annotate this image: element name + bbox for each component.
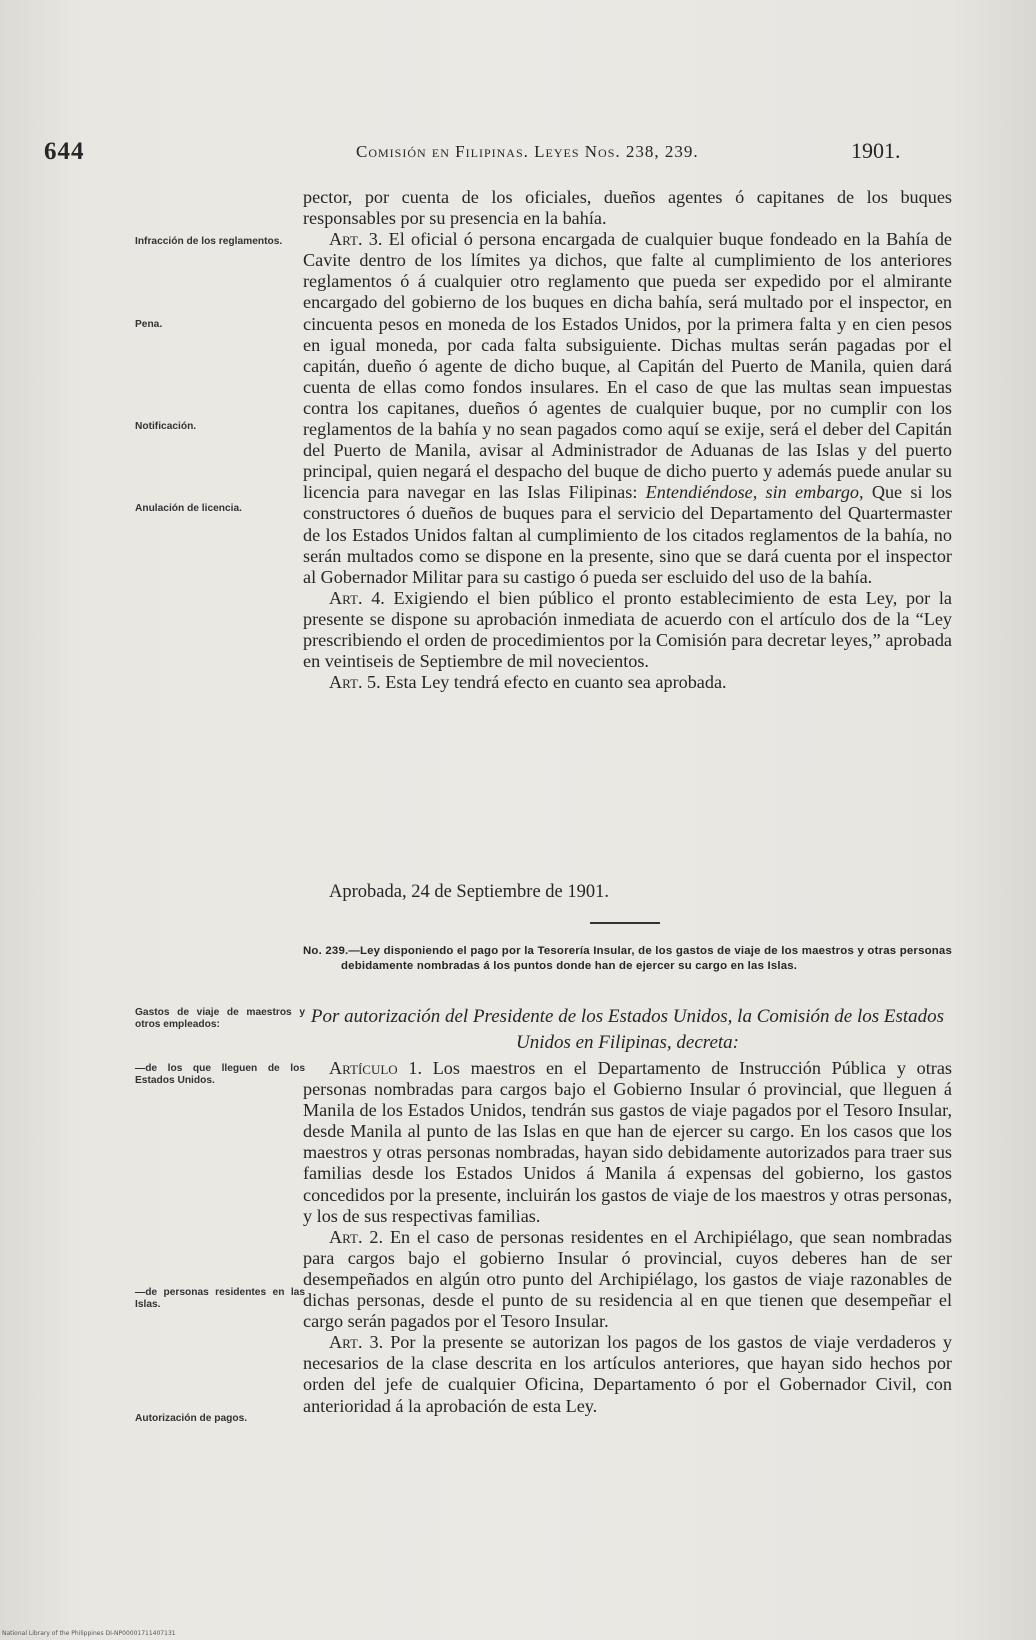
margin-note-residentes: —de personas residentes en las Islas. — [135, 1287, 305, 1310]
margin-note-autorizacion: Autorización de pagos. — [135, 1413, 248, 1424]
margin-note-infraccion: Infracción de los reglamentos. — [135, 236, 283, 247]
proviso-text: Entendiéndose, sin embargo, — [645, 482, 864, 503]
margin-note-estados-unidos: —de los que lleguen de los Estados Unidos. — [135, 1063, 305, 1086]
article-label: Art. 3. — [329, 1332, 384, 1353]
section-divider — [590, 922, 660, 924]
running-head: Comisión en Filipinas. Leyes Nos. 238, 239. — [356, 142, 699, 161]
page-header — [44, 138, 904, 168]
article-label: Art. 4. — [329, 587, 385, 608]
margin-note-pena: Pena. — [135, 319, 163, 330]
law-238-body — [303, 187, 952, 693]
paragraph-art-3 — [303, 1332, 952, 1416]
article-label: Art. 3. — [329, 229, 383, 250]
paragraph-continuation: pector, por cuenta de los oficiales, dueños agentes ó capitanes de los buques responsables por su presencia en la bahía. — [303, 187, 952, 229]
scan-footer: National Library of the Philippines DI-NP00001711407131 — [2, 1630, 176, 1637]
article-text: Que si los constructores ó dueños de buques para el servicio del Departamento del Quartermaster de los Estados Unidos faltan al cumplimiento de los citados reglamentos de la bahía, no serán multados como se dispone en la presente, sino que se dará cuenta por el inspector al Gobernador Militar para su castigo ó pueda ser escluido del uso de la bahía. — [303, 482, 953, 587]
page-number: 644 — [44, 138, 85, 165]
article-label: Art. 2. — [329, 1226, 384, 1247]
law-239-heading — [303, 944, 952, 974]
article-text: En el caso de personas residentes en el Archipiélago, que sean nombradas para cargos bajo el gobierno Insular ó provincial, cuyos deberes han de ser desempeñados en algún otro punto del Archipiélago, los gastos de viaje razonables de dichas personas, desde el punto de su residencia al en que tienen que desempeñar el cargo serán pagados por el Tesoro Insular. — [303, 1226, 952, 1332]
law-heading-text: No. 239.—Ley disponiendo el pago por la Tesorería Insular, de los gastos de viaje de los maestros y otras personas debidamente nombradas á los puntos donde han de ejercer su cargo en las Islas. — [303, 945, 952, 972]
article-text: El oficial ó persona encargada de cualquier buque fondeado en la Bahía de Cavite dentro de los límites ya dichos, que falte al cumplimiento de los anteriores reglamentos ó á cualquier otro reglamento que pueda ser expedido por el almirante encargado del gobierno de los buques en dicha bahía, será multado por el inspector, en cincuenta pesos en moneda de los Estados Unidos, por la primera falta y en cien pesos en igual moneda, por cada falta subsiguiente. Dichas multas serán pagadas por el capitán, dueño ó agente de dicho buque, al Capitán del Puerto de Manila, quien dará cuenta de ellas como fondos insulares. En el caso de que las multas sean impuestas contra los capitanes, dueños ó agentes de cualquier buque, por no cumplir con los reglamentos de la bahía y no sean pagados como aquí se exije, será el deber del Capitán del Puerto de Manila, avisar al Administrador de Aduanas de las Islas y del puerto principal, quien negará el despacho del buque de dicho puerto y además puede anular su licencia para navegar en las Islas Filipinas: — [303, 229, 953, 503]
article-text: Por la presente se autorizan los pagos de los gastos de viaje verdaderos y necesarios de la clase descrita en los artículos anteriores, que hayan sido hechos por orden del jefe de cualquier Oficina, Departamento ó por el Gobernador Civil, con anterioridad á la aprobación de esta Ley. — [303, 1332, 953, 1416]
paragraph-art-3 — [303, 229, 952, 588]
paragraph-art-4 — [303, 588, 952, 672]
article-text: Exigiendo el bien público el pronto establecimiento de esta Ley, por la presente se dispone su aprobación inmediata de acuerdo con el artículo dos de la “Ley prescribiendo el orden de procedimientos por la Comisión para decretar leyes,” aprobada en veintiseis de Septiembre de mil novecientos. — [303, 587, 952, 672]
paragraph-art-1 — [303, 1058, 952, 1227]
article-text: Los maestros en el Departamento de Instrucción Pública y otras personas nombradas para cargos bajo el Gobierno Insular ó provincial, que lleguen á Manila de los Estados Unidos, tendrán sus gastos de viaje pagados por el Tesoro Insular, desde Manila al punto de las Islas en que han de ejercer su cargo. En los casos que los maestros y otras personas nombradas, hayan sido debidamente autorizados para traer sus familias desde los Estados Unidos á Manila á expensas del gobierno, los gastos concedidos por la presente, incluirán los gastos de viaje de los maestros y otras personas, y los de sus respectivas familias. — [303, 1058, 952, 1226]
paragraph-art-5 — [303, 672, 952, 693]
article-text: Esta Ley tendrá efecto en cuanto sea aprobada. — [385, 672, 727, 693]
margin-note-anulacion: Anulación de licencia. — [135, 503, 242, 514]
running-head-year: 1901. — [851, 138, 901, 163]
paragraph-art-2 — [303, 1227, 952, 1332]
article-label: Art. 5. — [329, 672, 381, 693]
enacting-clause: Por autorización del Presidente de los Estados Unidos, la Comisión de los Estados Unidos en Filipinas, decreta: — [310, 1006, 945, 1053]
margin-note-notificacion: Notificación. — [135, 421, 197, 432]
approval-date: Aprobada, 24 de Septiembre de 1901. — [329, 882, 609, 902]
law-239-body — [303, 1058, 952, 1417]
article-label: Artículo 1. — [329, 1058, 422, 1078]
margin-note-gastos: Gastos de viaje de maestros y otros empleados: — [135, 1007, 305, 1030]
